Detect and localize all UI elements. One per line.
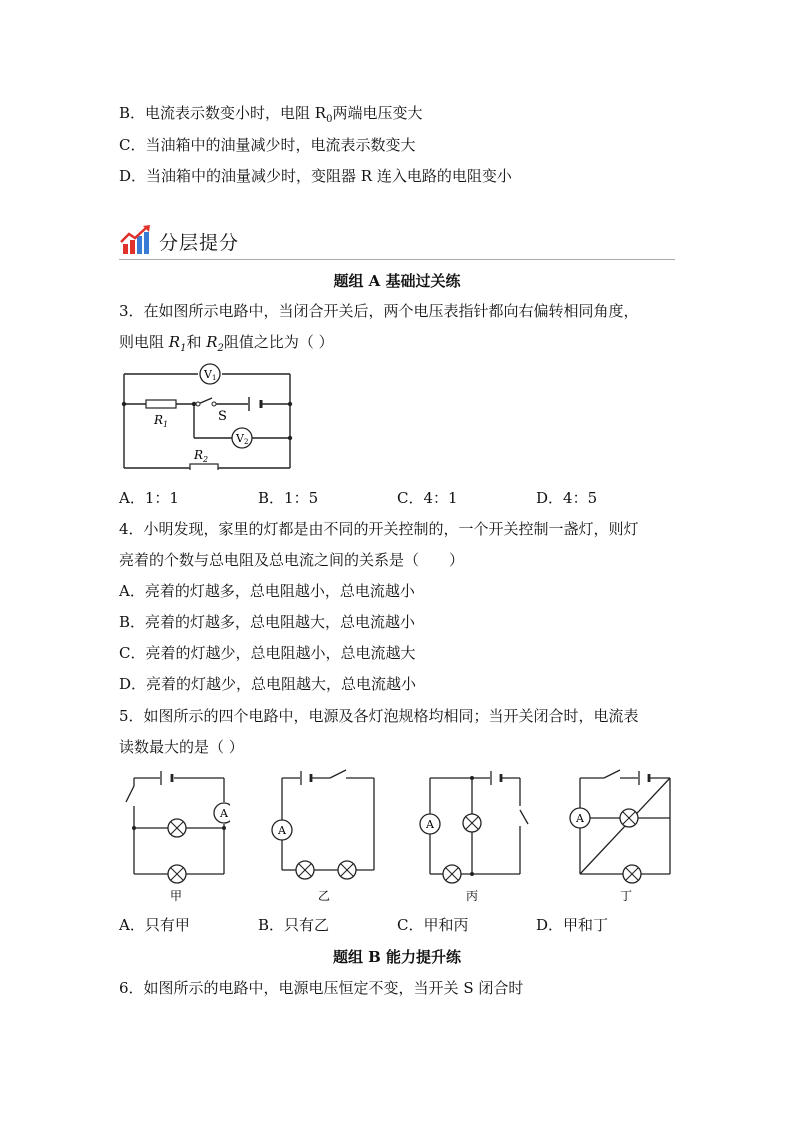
q5-circuit-bing [412,766,532,906]
lamp-2 [623,865,641,883]
figure-label-bing: 丙 [466,889,479,903]
ammeter-label: A [576,812,584,825]
switch-lever [520,810,528,824]
group-b-heading: 题组 B 能力提升练 [332,948,462,966]
q3-option-b: B．1：5 [258,489,319,507]
figure-label-yi: 乙 [318,889,331,903]
lamp-1 [296,861,314,879]
v2-label: V2 [236,432,249,446]
q4-option-c: C．亮着的灯越少，总电阻越小，总电流越大 [119,644,416,662]
ammeter-label: A [220,807,228,820]
q3-option-d: D．4：5 [536,489,598,507]
v1-label: V1 [204,368,217,382]
figure-label-jia: 甲 [170,889,183,903]
q4-text-line2: 亮着的个数与总电阻及总电流之间的关系是（ ） [119,551,465,569]
section-header [119,224,675,260]
figure-label-ding: 丁 [620,889,633,903]
q3-text-line2: 则电阻 $R_1$和 $R_2$阻值之比为（ ） [119,333,334,354]
q3-option-a: A．1：1 [119,489,179,507]
switch-lever [604,770,620,778]
q4-text-line1: 4．小明发现，家里的灯都是由不同的开关控制的，一个开关控制一盏灯，则灯 [119,520,639,538]
section-title: 分层提分 [159,232,240,254]
resistor-r1 [146,400,176,408]
lamp-1 [463,814,481,832]
q5-circuit-yi [266,766,376,906]
lamp-2 [338,861,356,879]
q5-option-d: D．甲和丁 [536,916,609,934]
lamp-2 [168,865,186,883]
lamp-1 [620,809,638,827]
q2-option-d: D．当油箱中的油量减少时，变阻器 R 连入电路的电阻变小 [119,167,512,185]
q5-circuit-jia [120,766,230,906]
ammeter-label: A [278,824,286,837]
q3-option-c: C．4：1 [397,489,458,507]
switch-lever [330,770,346,778]
switch-lever [126,786,134,802]
ammeter-label: A [426,818,434,831]
q4-option-a: A．亮着的灯越多，总电阻越小，总电流越小 [119,582,415,600]
lamp-1 [168,819,186,837]
q5-text-line1: 5．如图所示的四个电路中，电源及各灯泡规格均相同；当开关闭合时，电流表 [119,707,639,725]
resistor-r2 [190,464,218,470]
q2-option-c: C．当油箱中的油量减少时，电流表示数变大 [119,136,416,154]
q2-option-b: B．电流表示数变小时，电阻 $R_0$两端电压变大 [119,104,423,125]
r2-label: $R_2$ [194,448,209,464]
q3-options [119,487,639,508]
q5-option-c: C．甲和丙 [397,916,469,934]
q5-options [119,914,639,935]
chart-growth-icon [119,224,153,256]
q5-circuit-ding [562,766,682,906]
switch-label: S [218,409,227,424]
q4-option-d: D．亮着的灯越少，总电阻越大，总电流越小 [119,675,417,693]
group-a-heading: 题组 A 基础过关练 [333,272,461,290]
q5-option-a: A．只有甲 [119,916,190,934]
q4-option-b: B．亮着的灯越多，总电阻越大，总电流越小 [119,613,416,631]
section-divider [119,259,675,260]
lamp-2 [443,865,461,883]
q3-text-line1: 3．在如图所示电路中，当闭合开关后，两个电压表指针都向右偏转相同角度， [119,302,639,320]
q6-text-line1: 6．如图所示的电路中，电源电压恒定不变，当开关 S 闭合时 [119,979,524,997]
q5-text-line2: 读数最大的是（ ） [119,738,244,756]
r1-label: $R_1$ [154,413,169,429]
q3-circuit-diagram [118,360,298,470]
q5-option-b: B．只有乙 [258,916,330,934]
